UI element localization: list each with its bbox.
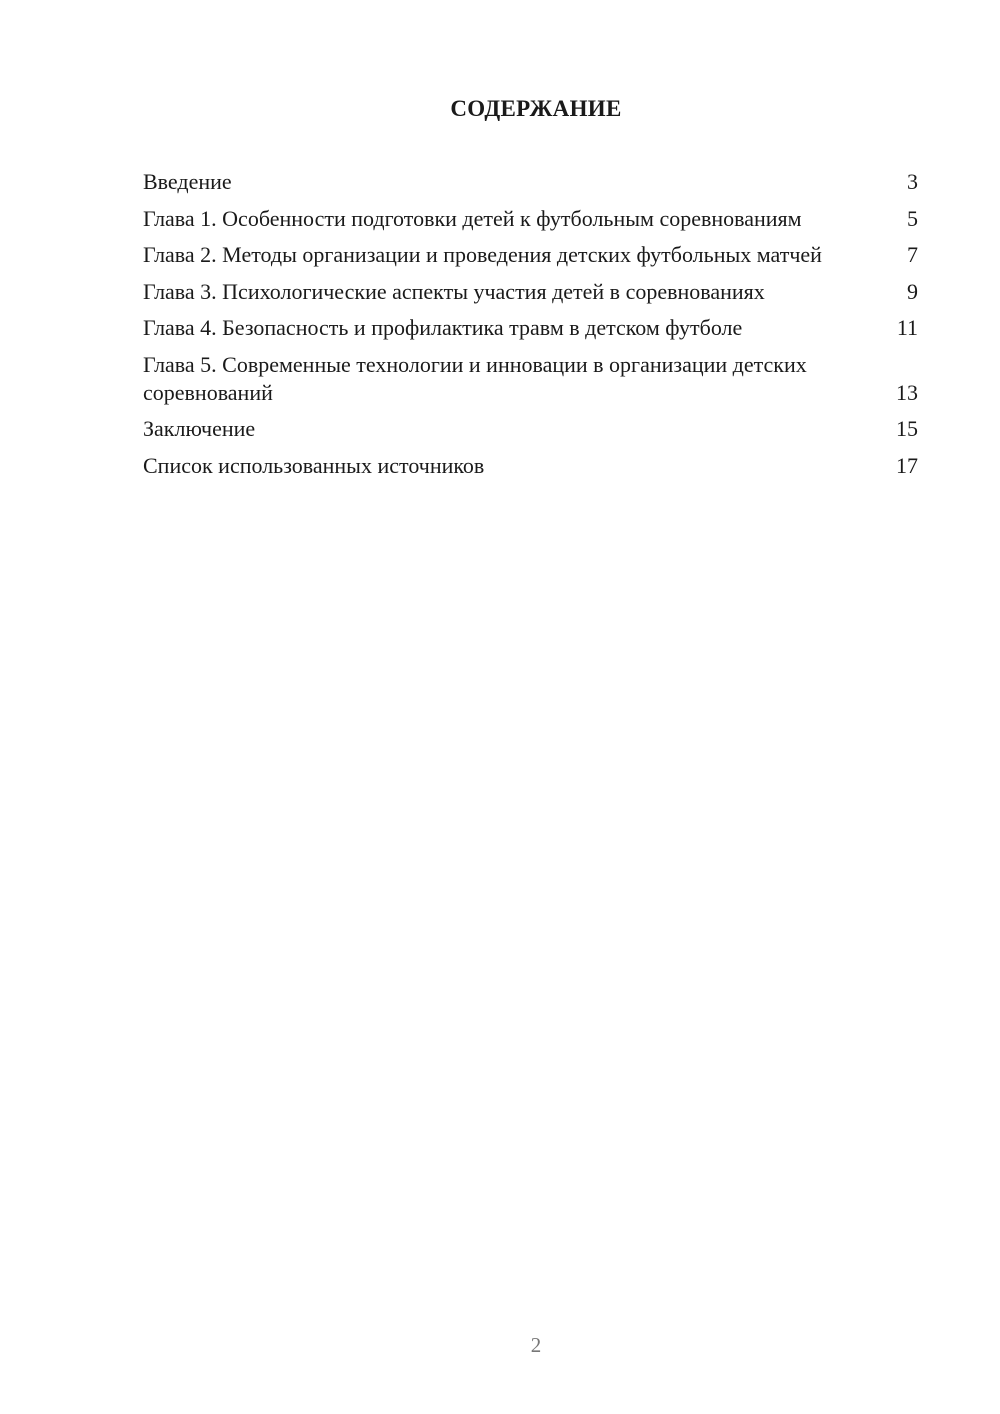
- toc-entry-page: 17: [896, 452, 918, 478]
- toc-heading: СОДЕРЖАНИЕ: [450, 96, 622, 121]
- toc-entry-page: 7: [907, 242, 918, 267]
- toc-entry-references[interactable]: [143, 452, 918, 480]
- toc-entry-title: Список использованных источников: [143, 452, 485, 478]
- toc-entry-chapter-3[interactable]: [143, 278, 918, 306]
- toc-entry-page: 15: [896, 416, 918, 441]
- toc-entry-title: Заключение: [143, 416, 256, 441]
- toc-entry-chapter-2[interactable]: [143, 241, 918, 269]
- toc-entry-page: 9: [907, 278, 918, 304]
- toc-entry-title: Глава 5. Современные технологии и инновации в организации детских соревнований: [143, 351, 807, 405]
- toc-entry-title: Глава 3. Психологические аспекты участия детей в соревнованиях: [143, 278, 765, 304]
- toc-entry-chapter-4[interactable]: [143, 314, 918, 342]
- toc-entry-title: Глава 4. Безопасность и профилактика травм в детском футболе: [143, 315, 743, 340]
- toc-entry-title: Глава 1. Особенности подготовки детей к футбольным соревнованиям: [143, 205, 802, 231]
- toc-entry-conclusion[interactable]: [143, 415, 918, 443]
- toc-entry-title: Введение: [143, 169, 232, 194]
- toc-entry-page: 5: [907, 205, 918, 231]
- toc-entry-introduction[interactable]: [143, 168, 918, 196]
- page-number: 2: [530, 1333, 542, 1357]
- toc-entry-title: Глава 2. Методы организации и проведения детских футбольных матчей: [143, 242, 822, 267]
- table-of-contents: [143, 168, 918, 488]
- toc-entry-page: 11: [896, 315, 918, 340]
- toc-entry-chapter-1[interactable]: [143, 205, 918, 233]
- toc-entry-page: 13: [896, 379, 918, 405]
- toc-entry-page: 3: [907, 169, 918, 194]
- toc-entry-chapter-5[interactable]: [143, 351, 918, 407]
